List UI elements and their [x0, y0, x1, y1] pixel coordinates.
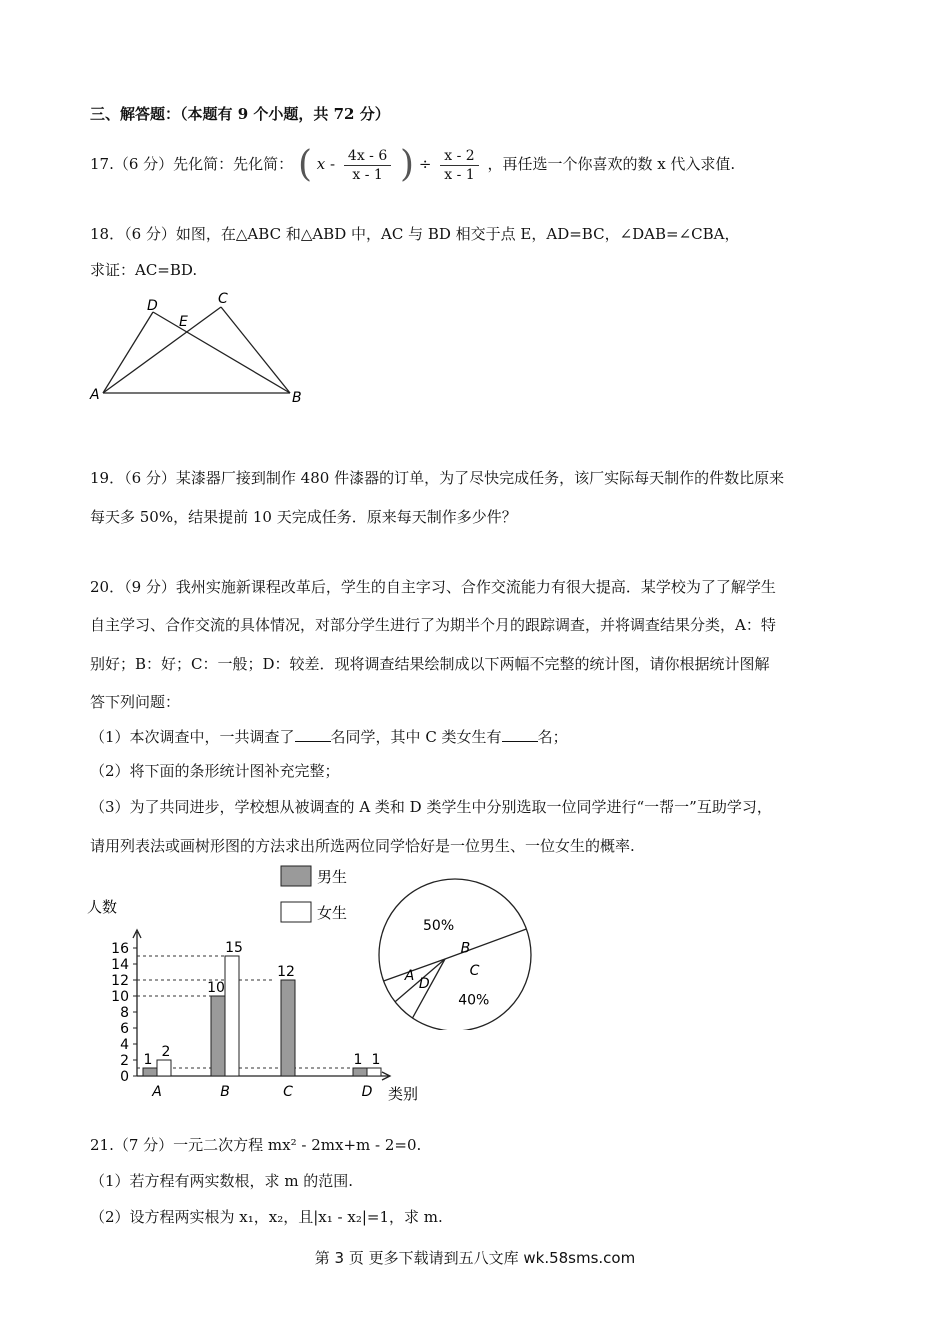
q20-sub1-c: 名； — [537, 728, 568, 746]
frac2-denominator: x - 1 — [444, 166, 475, 183]
q19-line-1: 19．（6 分）某漆器厂接到制作 480 件漆器的订单，为了尽快完成任务，该厂实际每天制作的件数比原来 — [90, 469, 785, 487]
segment-DB — [153, 312, 290, 393]
y-tick-label: 2 — [120, 1053, 129, 1069]
q17-prefix: （6 分）先化简：先化简： — [113, 155, 294, 173]
y-tick-label: 10 — [111, 989, 129, 1005]
bar-label-female-B: 15 — [225, 940, 243, 956]
bar-label-male-D: 1 — [353, 1052, 363, 1068]
q19-line-2: 每天多 50%，结果提前 10 天完成任务．原来每天制作多少件？ — [90, 508, 517, 526]
bar-male-D — [353, 1068, 367, 1076]
q20-line-1: 20．（9 分）我州实施新课程改革后，学生的自主字习、合作交流能力有很大提高．某学校为了了解学生 — [90, 578, 776, 596]
page-footer: 第 3 页 更多下载请到五八文库 wk.58sms.com — [314, 1249, 636, 1267]
q21-line-1: 21.（7 分）一元二次方程 mx² - 2mx+m - 2=0. — [90, 1136, 422, 1154]
bar-female-B — [225, 956, 239, 1076]
x-axis-label: 类别 — [388, 1085, 419, 1103]
pie-slice-label-D: D — [418, 975, 430, 992]
q20-sub1-b: 名同学，其中 C 类女生有 — [330, 728, 502, 746]
bar-female-A — [157, 1060, 171, 1076]
legend-label-female: 女生 — [317, 904, 348, 922]
label-D: D — [147, 298, 158, 314]
q17-minus: - — [330, 155, 336, 173]
label-E: E — [179, 314, 188, 330]
frac2-numerator: x - 2 — [440, 147, 478, 166]
q20-sub1-a: （1）本次调查中，一共调查了 — [90, 728, 295, 746]
label-A: A — [90, 387, 100, 403]
q20-sub-3-line-2: 请用列表法或画树形图的方法求出所选两位同学恰好是一位男生、一位女生的概率. — [90, 837, 635, 855]
q17-x: x — [316, 155, 326, 173]
q17-suffix: ，再任选一个你喜欢的数 x 代入求值. — [487, 155, 736, 173]
pie-chart — [370, 870, 540, 1030]
bar-label-male-B: 10 — [207, 980, 225, 996]
blank-1[interactable] — [295, 727, 331, 742]
q17-number: 17. — [90, 155, 114, 173]
y-tick-label: 12 — [111, 973, 129, 989]
label-B: B — [292, 390, 302, 406]
q20-line-2: 自主学习、合作交流的具体情况，对部分学生进行了为期半个月的跟踪调查，并将调查结果分类，A：特 — [90, 616, 776, 634]
y-axis-label: 人数 — [87, 898, 118, 916]
frac1-numerator: 4x - 6 — [344, 147, 391, 166]
x-tick-label-C: C — [283, 1084, 293, 1100]
pie-slice-label-C: C — [469, 962, 480, 979]
section-title: 三、解答题：（本题有 9 个小题，共 72 分） — [90, 105, 390, 123]
legend-swatch-male — [281, 866, 311, 886]
pie-slice-percent-C: 40% — [458, 992, 490, 1009]
y-tick-label: 16 — [111, 941, 129, 957]
y-tick-label: 8 — [120, 1005, 129, 1021]
y-tick-label: 0 — [120, 1069, 129, 1085]
segment-AC — [103, 307, 221, 393]
q20-sub-1 — [90, 727, 568, 747]
q21-sub-1: （1）若方程有两实数根，求 m 的范围. — [90, 1172, 354, 1190]
q18-line-1: 18．（6 分）如图，在△ABC 和△ABD 中，AC 与 BD 相交于点 E，AD=BC，∠DAB=∠CBA， — [90, 225, 740, 243]
x-tick-label-D: D — [361, 1084, 373, 1100]
bar-label-male-C: 12 — [277, 964, 295, 980]
pie-slice-label-A: A — [404, 968, 415, 985]
left-paren-icon: ( — [297, 144, 313, 185]
segment-CB — [221, 307, 290, 393]
frac1-denominator: x - 1 — [352, 166, 383, 183]
q20-sub-3-line-1: （3）为了共同进步，学校想从被调查的 A 类和 D 类学生中分别选取一位同学进行“一帮一”互助学习， — [90, 798, 772, 816]
q21-sub-2: （2）设方程两实根为 x₁，x₂，且|x₁ - x₂|=1，求 m. — [90, 1208, 443, 1226]
y-tick-label: 4 — [120, 1037, 129, 1053]
q17-divide: ÷ — [418, 155, 432, 173]
triangle-figure — [85, 285, 315, 410]
right-paren-icon: ) — [400, 144, 415, 185]
bar-label-female-A: 2 — [161, 1044, 171, 1060]
bar-label-female-D: 1 — [371, 1052, 381, 1068]
bar-male-A — [143, 1068, 157, 1076]
x-tick-label-A: A — [152, 1084, 162, 1100]
q17-fraction-2 — [440, 147, 478, 184]
pie-outline — [379, 879, 531, 1030]
question-17 — [90, 144, 736, 185]
y-tick-label: 6 — [120, 1021, 129, 1037]
bar-female-D — [367, 1068, 381, 1076]
y-tick-label: 14 — [111, 957, 129, 973]
q20-sub-2: （2）将下面的条形统计图补充完整； — [90, 762, 340, 780]
q20-line-4: 答下列问题： — [90, 693, 181, 711]
segment-AD — [103, 312, 153, 393]
legend-swatch-female — [281, 902, 311, 922]
bar-male-B — [211, 996, 225, 1076]
label-C: C — [218, 291, 228, 307]
blank-2[interactable] — [502, 727, 538, 742]
legend-label-male: 男生 — [317, 868, 348, 886]
bar-male-C — [281, 980, 295, 1076]
q17-fraction-1 — [344, 147, 391, 184]
bar-label-male-A: 1 — [143, 1052, 153, 1068]
q18-line-2: 求证：AC=BD. — [90, 261, 198, 279]
q20-line-3: 别好；B：好；C：一般；D：较差．现将调查结果绘制成以下两幅不完整的统计图，请你根据统计图解 — [90, 655, 770, 673]
pie-slice-percent-B: 50% — [423, 917, 455, 934]
x-tick-label-B: B — [220, 1084, 230, 1100]
pie-slice-label-B: B — [460, 940, 471, 957]
